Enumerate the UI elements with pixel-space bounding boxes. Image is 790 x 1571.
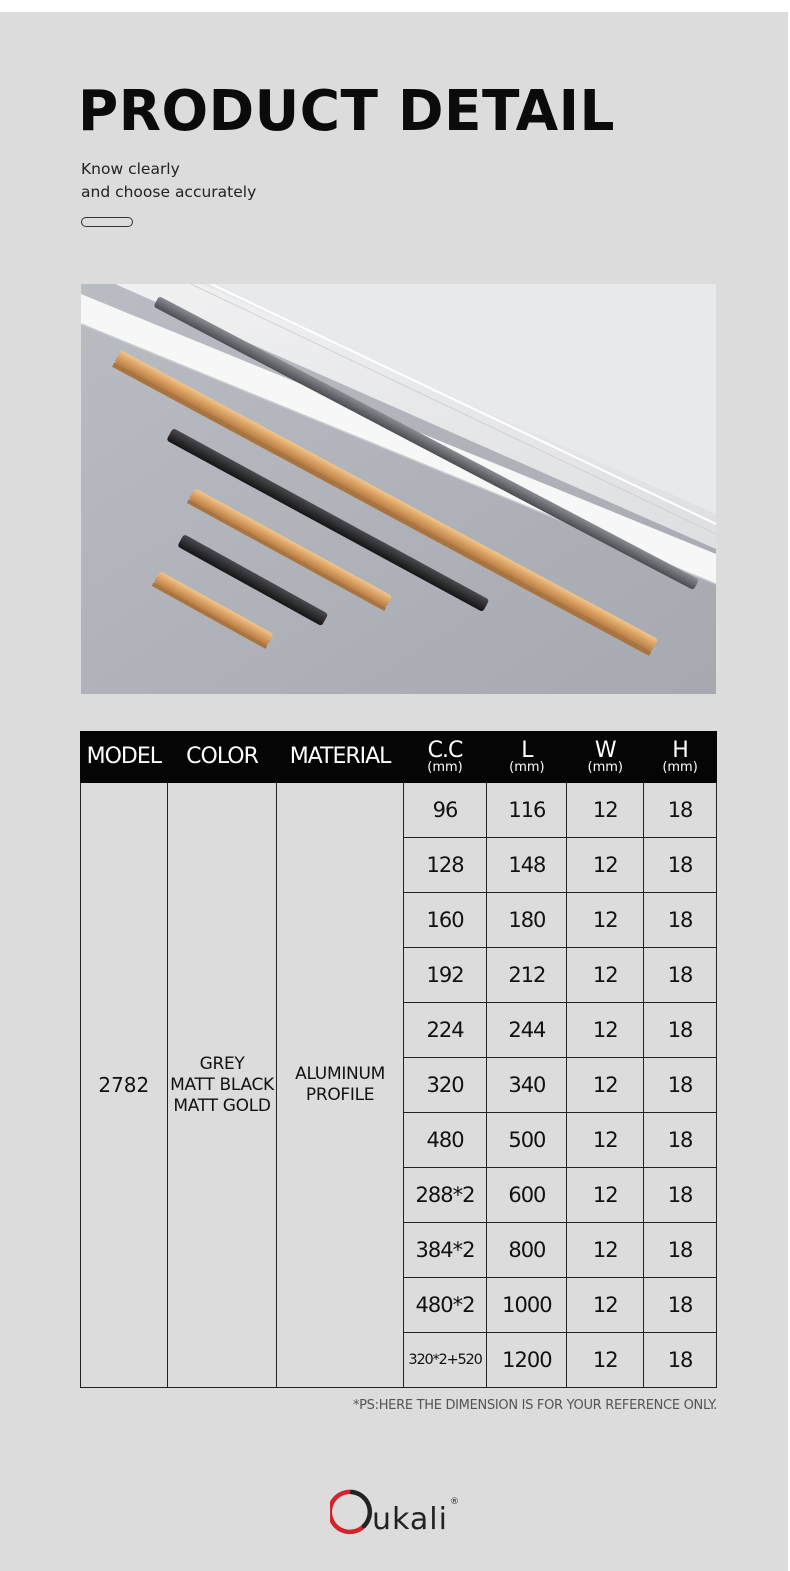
cell-h: 18 xyxy=(644,1223,717,1278)
cell-cc: 320*2+520 xyxy=(403,1333,487,1388)
header-material: MATERIAL xyxy=(277,732,403,783)
cell-cc: 192 xyxy=(403,948,487,1003)
page-subtitle xyxy=(81,158,256,204)
cell-h: 18 xyxy=(644,1003,717,1058)
cell-l: 340 xyxy=(487,1058,567,1113)
cell-cc: 384*2 xyxy=(403,1223,487,1278)
cell-h: 18 xyxy=(644,1278,717,1333)
cell-cc: 320 xyxy=(403,1058,487,1113)
cell-h: 18 xyxy=(644,1333,717,1388)
cell-l: 500 xyxy=(487,1113,567,1168)
cell-h: 18 xyxy=(644,1058,717,1113)
cell-w: 12 xyxy=(567,948,644,1003)
cell-h: 18 xyxy=(644,783,717,838)
material-cell xyxy=(277,783,403,1388)
reference-note: *PS:HERE THE DIMENSION IS FOR YOUR REFERENCE ONLY. xyxy=(352,1398,717,1413)
cell-cc: 128 xyxy=(403,838,487,893)
color-option: MATT BLACK xyxy=(170,1074,274,1095)
header-length: L (mm) xyxy=(487,732,567,783)
cell-h: 18 xyxy=(644,948,717,1003)
cell-w: 12 xyxy=(567,1333,644,1388)
cell-l: 1200 xyxy=(487,1333,567,1388)
header-color: COLOR xyxy=(167,732,277,783)
decorative-pill xyxy=(81,217,133,227)
cell-w: 12 xyxy=(567,893,644,948)
cell-w: 12 xyxy=(567,1058,644,1113)
cell-h: 18 xyxy=(644,838,717,893)
color-cell xyxy=(167,783,277,1388)
cell-cc: 480*2 xyxy=(403,1278,487,1333)
spec-table xyxy=(80,731,717,1388)
cell-l: 148 xyxy=(487,838,567,893)
svg-text:®: ® xyxy=(450,1497,459,1507)
cell-cc: 96 xyxy=(403,783,487,838)
subtitle-line-2: and choose accurately xyxy=(81,183,257,201)
material-line: PROFILE xyxy=(305,1085,375,1105)
cell-l: 212 xyxy=(487,948,567,1003)
cell-w: 12 xyxy=(567,1113,644,1168)
cell-h: 18 xyxy=(644,893,717,948)
material-line: ALUMINUM xyxy=(295,1064,385,1084)
cell-h: 18 xyxy=(644,1168,717,1223)
svg-text:ukali: ukali xyxy=(372,1502,448,1537)
cell-l: 600 xyxy=(487,1168,567,1223)
cell-w: 12 xyxy=(567,1168,644,1223)
cell-l: 180 xyxy=(487,893,567,948)
page-background xyxy=(0,12,788,1571)
spec-table-header xyxy=(81,732,717,783)
cell-cc: 160 xyxy=(403,893,487,948)
cell-l: 1000 xyxy=(487,1278,567,1333)
subtitle-line-1: Know clearly xyxy=(81,160,180,178)
cell-l: 244 xyxy=(487,1003,567,1058)
cell-w: 12 xyxy=(567,838,644,893)
product-photo xyxy=(81,284,716,694)
color-option: MATT GOLD xyxy=(173,1095,271,1116)
cell-cc: 224 xyxy=(403,1003,487,1058)
table-row xyxy=(81,783,717,838)
cell-cc: 288*2 xyxy=(403,1168,487,1223)
model-cell: 2782 xyxy=(81,783,168,1388)
cell-l: 800 xyxy=(487,1223,567,1278)
page-title: PRODUCT DETAIL xyxy=(78,79,616,144)
cell-w: 12 xyxy=(567,1223,644,1278)
cell-w: 12 xyxy=(567,1278,644,1333)
cell-w: 12 xyxy=(567,783,644,838)
header-cc: C.C (mm) xyxy=(403,732,487,783)
cell-cc: 480 xyxy=(403,1113,487,1168)
header-height: H (mm) xyxy=(644,732,717,783)
cell-l: 116 xyxy=(487,783,567,838)
cell-h: 18 xyxy=(644,1113,717,1168)
cell-w: 12 xyxy=(567,1003,644,1058)
color-option: GREY xyxy=(199,1053,245,1074)
brand-logo xyxy=(330,1482,470,1542)
header-width: W (mm) xyxy=(567,732,644,783)
header-model: MODEL xyxy=(81,732,168,783)
